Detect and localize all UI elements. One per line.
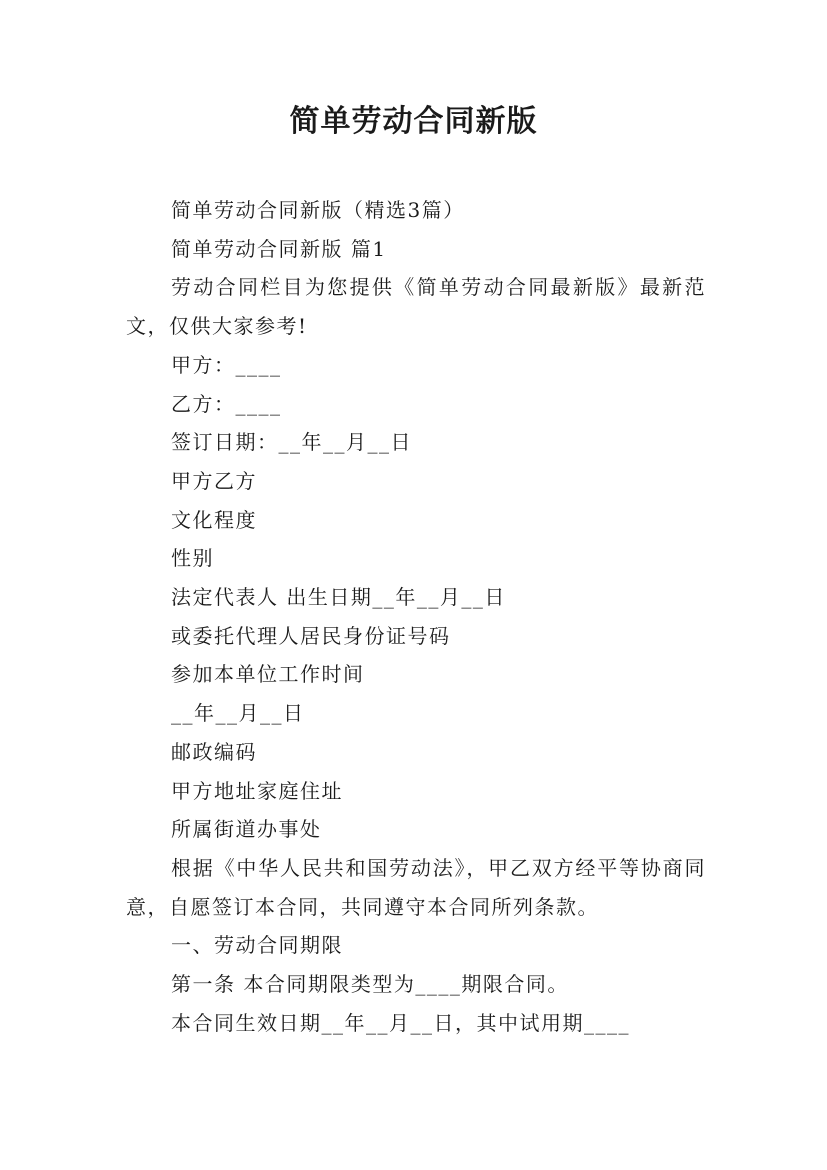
paragraph-intro: 简单劳动合同新版（精选3篇） [171,198,465,222]
document-body [126,191,706,1042]
paragraph-join-time: 参加本单位工作时间 [171,662,365,687]
paragraph-chapter-one: 一、劳动合同期限 [171,933,343,958]
document-title: 简单劳动合同新版 [289,104,538,139]
paragraph-agent-id: 或委托代理人居民身份证号码 [171,623,451,648]
paragraph-education: 文化程度 [171,507,257,532]
paragraph-section-heading: 简单劳动合同新版 篇1 [171,236,387,261]
paragraph-description: 劳动合同栏目为您提供《简单劳动合同最新版》最新范文，仅供大家参考! [126,275,706,339]
paragraph-gender: 性别 [171,546,214,571]
paragraph-sign-date: 签订日期：__年__月__日 [171,430,412,455]
paragraph-preamble: 根据《中华人民共和国劳动法》，甲乙双方经平等协商同意，自愿签订本合同，共同遵守本合同所列条款。 [126,855,706,919]
paragraph-parties: 甲方乙方 [171,468,257,493]
paragraph-effective-date: 本合同生效日期__年__月__日，其中试用期____ [171,1010,630,1035]
paragraph-article-one: 第一条 本合同期限类型为____期限合同。 [171,972,569,997]
paragraph-join-date: __年__月__日 [171,701,305,726]
paragraph-postal-code: 邮政编码 [171,739,257,764]
paragraph-address: 甲方地址家庭住址 [171,778,343,803]
paragraph-legal-rep: 法定代表人 出生日期__年__月__日 [171,585,506,610]
paragraph-party-a: 甲方：____ [171,352,282,377]
paragraph-subdistrict: 所属街道办事处 [171,817,322,842]
paragraph-party-b: 乙方：____ [171,391,282,416]
